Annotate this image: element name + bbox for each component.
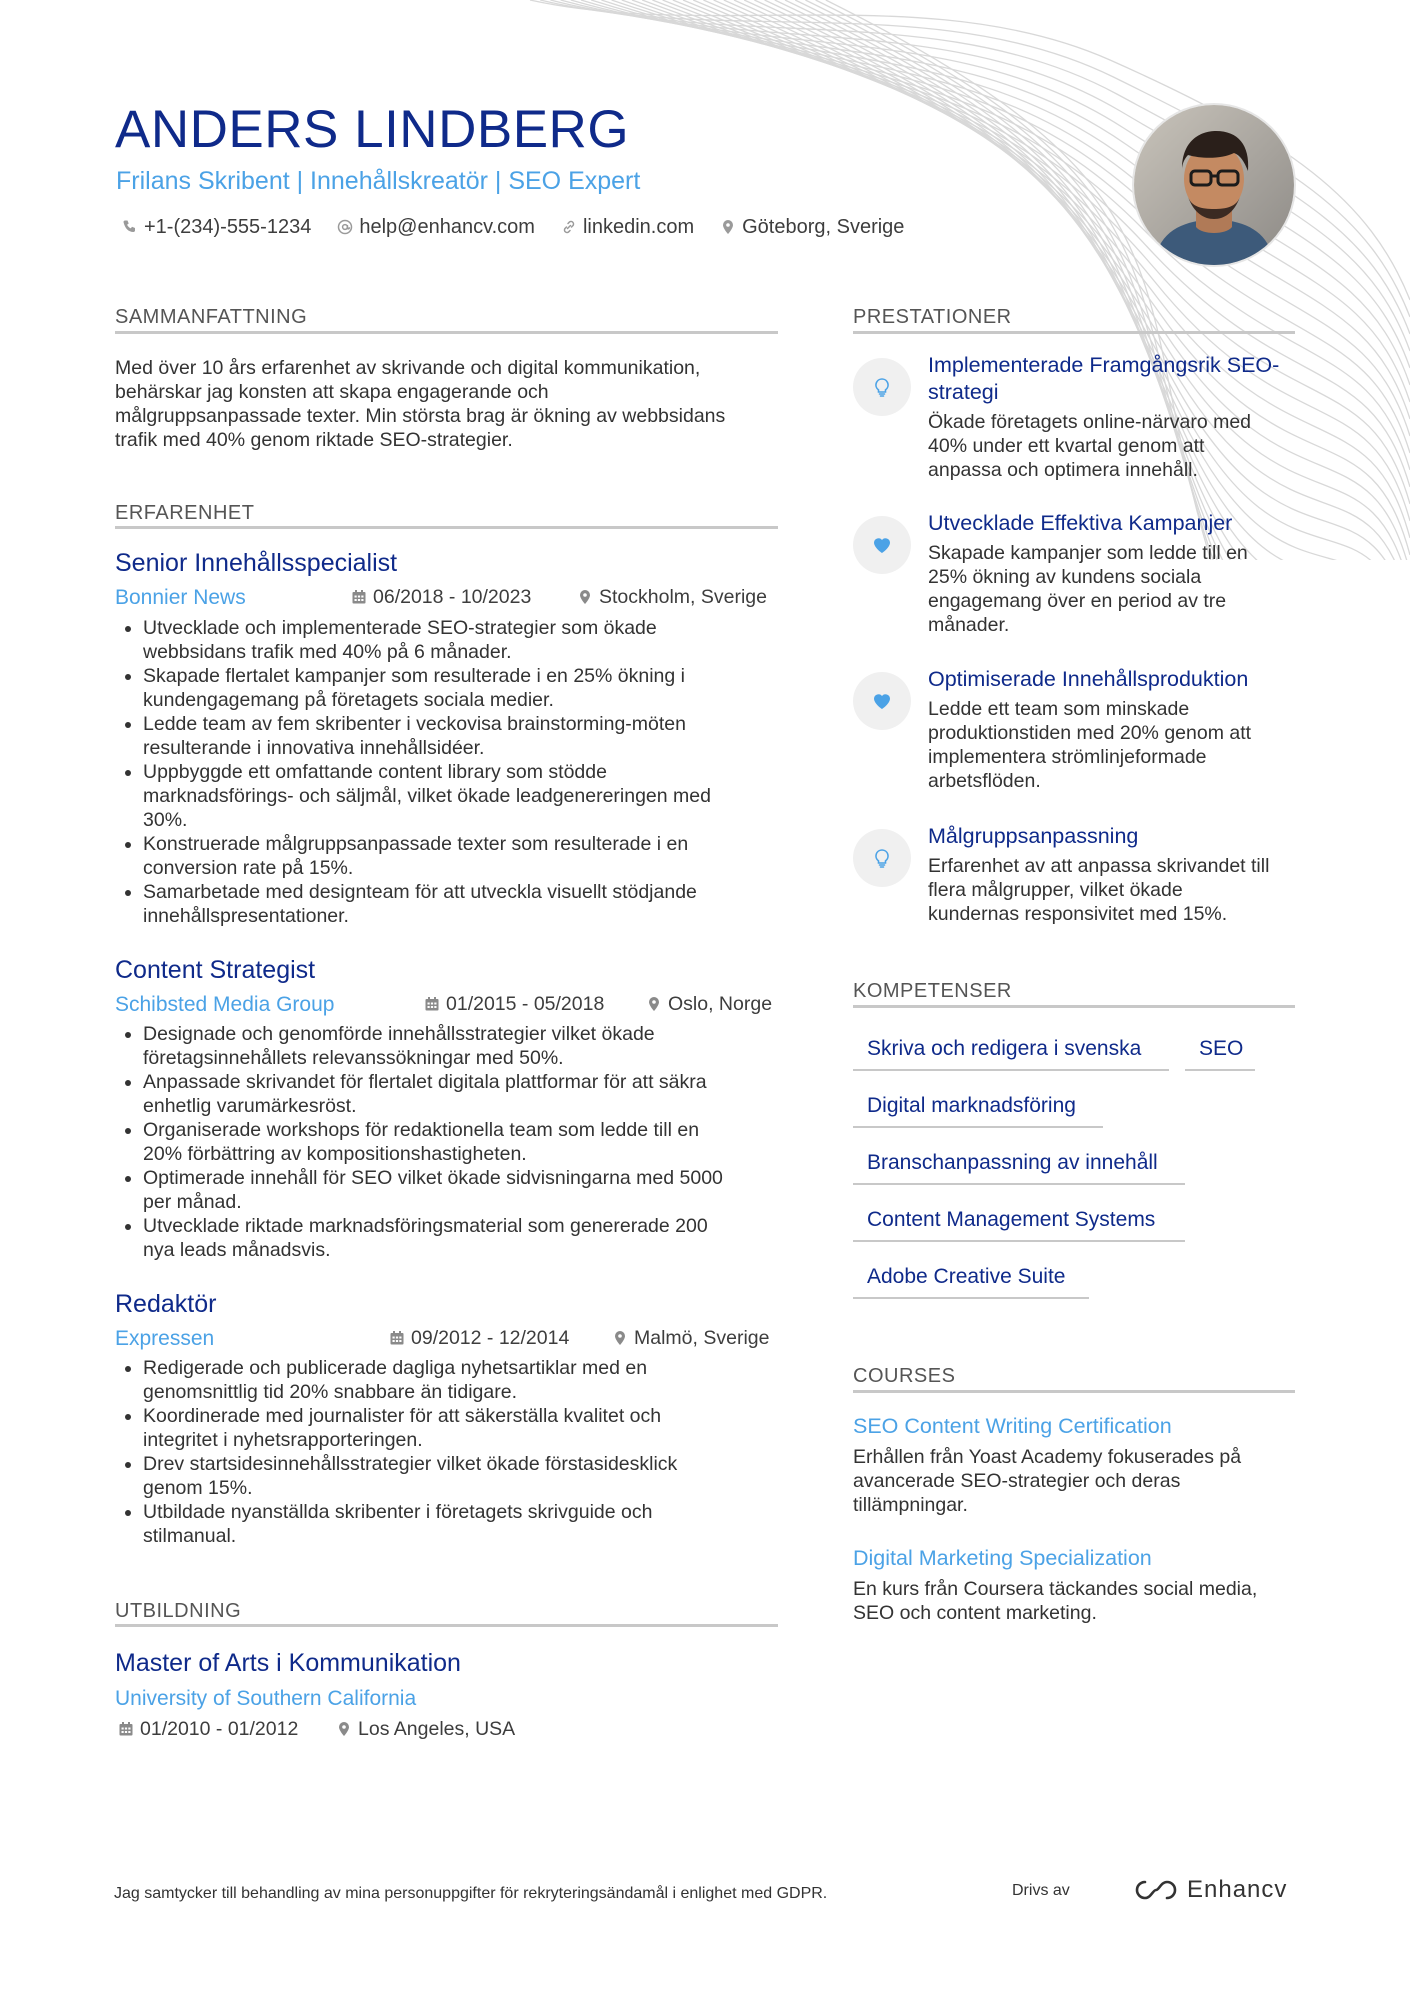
job-bullet-item [143,1452,803,1500]
course-title[interactable]: SEO Content Writing Certification [853,1414,1172,1438]
job-location-text: Oslo, Norge [668,993,773,1015]
job-bullet-item [143,1404,803,1452]
location-pin-icon [577,589,593,605]
calendar-icon [118,1721,134,1737]
job-location [646,991,772,1017]
job-title: Senior Innehållsspecialist [115,549,398,577]
text-line: Skapade kampanjer som ledde till en [928,542,1248,564]
text-line: En kurs från Coursera täckandes social media, [853,1578,1258,1600]
text-line: trafik med 40% genom riktade SEO-strategier. [115,429,513,451]
enhancv-logo[interactable] [1133,1876,1287,1904]
bullet-line: 20% förbättring av kompositionshastigheten. [143,1143,527,1165]
company-name[interactable]: Expressen [115,1327,215,1350]
achievement-title [928,510,1298,537]
skill-tag: SEO [1185,1034,1255,1071]
text-line: tillämpningar. [853,1494,968,1516]
bullet-line: • Ledde team av fem skribenter i veckovisa brainstorming-möten [143,713,686,735]
education-dates-text: 01/2010 - 01/2012 [140,1718,299,1740]
job-title: Content Strategist [115,956,316,984]
achievements-divider [853,331,1295,334]
bullet-line: • Anpassade skrivandet för flertalet digitala plattformar för att säkra [143,1071,707,1093]
bullet-line: • Optimerade innehåll för SEO vilket ökade sidvisningarna med 5000 [143,1167,723,1189]
course-description [853,1445,1298,1517]
achievement-description [928,410,1298,482]
bullet-line: 30%. [143,809,188,831]
contact-row [122,213,904,241]
text-line: Ökade företagets online-närvaro med [928,411,1252,433]
bullet-line: • Utbildade nyanställda skribenter i företagets skrivguide och [143,1501,653,1523]
job-bullet-item [143,1214,803,1262]
lightbulb-icon-badge [853,358,911,416]
candidate-name: ANDERS LINDBERG [115,100,630,159]
location-pin-icon [646,996,662,1012]
company-name[interactable]: Schibsted Media Group [115,993,335,1016]
job-bullet-item [143,880,803,928]
job-location [577,584,767,610]
bullet-line: nya leads månadsvis. [143,1239,331,1261]
job-bullet-item [143,1500,803,1548]
bullet-line: webbsidans trafik med 40% på 6 månader. [143,641,512,663]
skill-tag: Branschanpassning av innehåll [853,1148,1185,1185]
bullet-line: • Uppbyggde ett omfattande content library som stödde [143,761,607,783]
skill-tag: Skriva och redigera i svenska [853,1034,1169,1071]
heart-icon-badge [853,672,911,730]
calendar-icon [389,1330,405,1346]
skills-heading: KOMPETENSER [853,980,1012,1002]
heart-icon [871,690,893,712]
job-location-text: Malmö, Sverige [634,1327,770,1349]
title-line: Utvecklade Effektiva Kampanjer [928,511,1233,535]
bullet-line: integritet i nyhetsrapporteringen. [143,1429,423,1451]
job-dates [389,1325,569,1351]
bullet-line: • Drev startsidesinnehållsstrategier vilket ökade förstasidesklick [143,1453,678,1475]
brand-name: Enhancv [1187,1876,1288,1903]
location-text: Göteborg, Sverige [742,216,905,238]
course-title[interactable]: Digital Marketing Specialization [853,1546,1152,1570]
achievement-description [928,697,1298,793]
degree-title: Master of Arts i Kommunikation [115,1649,461,1677]
bullet-line: conversion rate på 15%. [143,857,354,879]
profile-photo [1132,103,1296,267]
text-line: Erhållen från Yoast Academy fokuserades på [853,1446,1242,1468]
job-dates-text: 06/2018 - 10/2023 [373,586,532,608]
bullet-line: resulterande i innovativa innehållsidéer. [143,737,485,759]
achievement-description [928,854,1298,926]
email-address: help@enhancv.com [359,216,535,238]
location-pin-icon [336,1721,352,1737]
skill-tag: Digital marknadsföring [853,1091,1103,1128]
bullet-line: stilmanual. [143,1525,237,1547]
education-dates [118,1716,298,1742]
company-name[interactable]: Bonnier News [115,586,246,609]
bullet-line: marknadsförings- och säljmål, vilket ökade leadgenereringen med [143,785,711,807]
text-line: avancerade SEO-strategier och deras [853,1470,1181,1492]
text-line: SEO och content marketing. [853,1602,1097,1624]
job-dates-text: 01/2015 - 05/2018 [446,993,605,1015]
text-line: kundernas responsivitet med 15%. [928,903,1228,925]
text-line: målgruppsanpassade texter. Min största brag är ökning av webbsidans [115,405,726,427]
location-pin-icon [612,1330,628,1346]
job-bullet-item [143,1356,803,1404]
job-location-text: Stockholm, Sverige [599,586,767,608]
bullet-line: • Designade och genomförde innehållsstrategier vilket ökade [143,1023,655,1045]
experience-divider [115,526,778,529]
text-line: arbetsflöden. [928,770,1041,792]
education-location [336,1716,515,1742]
school-name: University of Southern California [115,1687,417,1710]
bullet-line: • Utvecklade och implementerade SEO-strategier som ökade [143,617,657,639]
text-line: produktionstiden med 20% genom att [928,722,1252,744]
linkedin-url: linkedin.com [582,216,695,238]
job-bullet-item [143,664,803,712]
bullet-line: • Skapade flertalet kampanjer som resulterade i en 25% ökning i [143,665,685,687]
phone-icon [122,219,138,235]
calendar-icon [351,589,367,605]
phone-number: +1-(234)-555-1234 [144,216,312,238]
job-bullet-item [143,1070,803,1118]
calendar-icon [424,996,440,1012]
courses-divider [853,1390,1295,1393]
bullet-line: • Utvecklade riktade marknadsföringsmaterial som genererade 200 [143,1215,708,1237]
job-dates [424,991,604,1017]
skill-tag: Content Management Systems [853,1205,1185,1242]
title-line: Optimiserade Innehållsproduktion [928,667,1249,691]
lightbulb-icon-badge [853,829,911,887]
bullet-line: • Konstruerade målgruppsanpassade texter som resulterade i en [143,833,689,855]
job-bullet-item [143,1118,803,1166]
achievements-heading: PRESTATIONER [853,306,1012,328]
job-dates-text: 09/2012 - 12/2014 [411,1327,570,1349]
contact-location [720,213,904,241]
contact-email[interactable] [337,213,535,241]
job-dates [351,584,531,610]
bullet-line: företagsinnehållets relevanssökningar med 50%. [143,1047,564,1069]
job-bullets [115,616,803,928]
bullet-line: per månad. [143,1191,242,1213]
location-pin-icon [720,219,736,235]
skills-divider [853,1005,1295,1008]
infinity-logo-icon [1133,1878,1179,1902]
achievement-title [928,823,1298,850]
bullet-line: • Redigerade och publicerade dagliga nyhetsartiklar med en [143,1357,648,1379]
text-line: 40% under ett kvartal genom att [928,435,1205,457]
text-line: Erfarenhet av att anpassa skrivandet till [928,855,1270,877]
powered-by-label: Drivs av [1012,1882,1070,1899]
bullet-line: kundengagemang på företagets sociala medier. [143,689,554,711]
job-bullet-item [143,712,803,760]
text-line: Ledde ett team som minskade [928,698,1190,720]
gdpr-consent-text: Jag samtycker till behandling av mina personuppgifter för rekryteringsändamål i enlighet med GDPR. [114,1885,828,1902]
job-bullets [115,1022,803,1262]
bullet-line: • Samarbetade med designteam för att utveckla visuellt stödjande [143,881,697,903]
bullet-line: • Koordinerade med journalister för att säkerställa kvalitet och [143,1405,662,1427]
text-line: behärskar jag konsten att skapa engagerande och [115,381,549,403]
text-line: anpassa och optimera innehåll. [928,459,1198,481]
summary-text [115,356,778,452]
text-line: Med över 10 års erfarenhet av skrivande och digital kommunikation, [115,357,701,379]
heart-icon-badge [853,516,911,574]
link-icon [561,219,577,235]
job-bullet-item [143,1022,803,1070]
bullet-line: • Organiserade workshops för redaktionella team som ledde till en [143,1119,700,1141]
course-description [853,1577,1298,1625]
courses-heading: COURSES [853,1365,956,1387]
lightbulb-icon [871,847,893,869]
contact-phone[interactable] [122,213,311,241]
job-bullet-item [143,1166,803,1214]
text-line: flera målgrupper, vilket ökade [928,879,1183,901]
achievement-description [928,541,1298,637]
heart-icon [871,534,893,556]
title-line: Implementerade Framgångsrik SEO- [928,353,1280,377]
job-bullets [115,1356,803,1548]
lightbulb-icon [871,376,893,398]
title-line: Målgruppsanpassning [928,824,1139,848]
bullet-line: innehållspresentationer. [143,905,349,927]
summary-divider [115,331,778,334]
job-bullet-item [143,832,803,880]
candidate-headline: Frilans Skribent | Innehållskreatör | SEO Expert [116,167,641,195]
text-line: engagemang över en period av tre [928,590,1227,612]
text-line: 25% ökning av kundens sociala [928,566,1202,588]
achievement-title [928,352,1298,406]
title-line: strategi [928,380,999,404]
job-location [612,1325,769,1351]
at-icon [337,219,353,235]
education-heading: UTBILDNING [115,1600,242,1622]
contact-linkedin[interactable] [561,213,694,241]
job-bullet-item [143,760,803,832]
achievement-title [928,666,1298,693]
bullet-line: enhetlig varumärkesröst. [143,1095,357,1117]
education-location-text: Los Angeles, USA [358,1718,516,1740]
text-line: månader. [928,614,1010,636]
job-title: Redaktör [115,1290,217,1318]
bullet-line: genom 15%. [143,1477,253,1499]
text-line: implementera strömlinjeformade [928,746,1207,768]
summary-heading: SAMMANFATTNING [115,306,308,328]
bullet-line: genomsnittlig tid 20% snabbare än tidigare. [143,1381,517,1403]
person-avatar-image [1134,105,1294,265]
education-divider [115,1624,778,1627]
skill-tag: Adobe Creative Suite [853,1262,1089,1299]
experience-heading: ERFARENHET [115,502,255,524]
job-bullet-item [143,616,803,664]
